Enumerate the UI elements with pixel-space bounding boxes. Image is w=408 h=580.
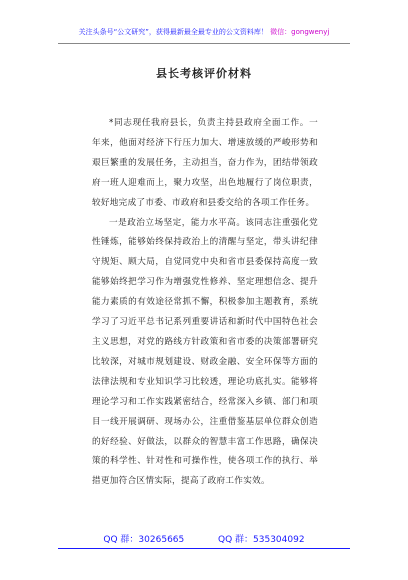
document-body: [92, 114, 318, 492]
footer-qq-groups: [0, 534, 408, 546]
document-title: 县长考核评价材料: [156, 67, 252, 80]
header-banner: [0, 27, 408, 37]
header-banner-text: 关注头条号“公文研究”，获得最新最全最专业的公文资料库！: [78, 28, 268, 36]
header-wechat-id: 微信：gongwenyj: [270, 28, 330, 36]
footer-divider: [58, 548, 350, 549]
footer-qq-group-1: QQ 群：30265665: [103, 535, 185, 545]
footer-qq-group-2: QQ 群：535304092: [218, 535, 305, 545]
paragraph-political-stance: 一是政治立场坚定，能力水平高。该同志注重强化党性锤炼，能够始终保持政治上的清醒与坚定，带头讲纪律守规矩、顾大局，自觉同党中央和省市县委保持高度一致能够始终把学习作为增强党性修养、坚定理想信念、提升能力素质的有效途径常抓不懈，积极参加主题教育，系统学习了习近平总书记系列重要讲话和新时代中国特色社会主义思想，对党的路线方针政策和省市委的决策部署研究比较深，对城市规划建设、财政金融、安全环保等方面的法律法规和专业知识学习比较透，理论功底扎实。能够将理论学习和工作实践紧密结合，经常深入乡镇、部门和项目一线开展调研、现场办公，注重借鉴基层单位群众创造的好经验、好做法，以群众的智慧丰富工作思路，确保决策的科学性、针对性和可操作性，使各项工作的执行、举措更加符合区情实际，提高了政府工作实效。: [92, 217, 318, 487]
paragraph-intro: *同志现任我府县长，负责主持县政府全面工作。一年来，他面对经济下行压力加大、增速放缓的严峻形势和艰巨繁重的发展任务，主动担当，奋力作为，团结带领政府一班人迎难而上，聚力攻坚，出色地履行了岗位职责，较好地完成了市委、市政府和县委交给的各项工作任务。: [92, 118, 318, 208]
header-divider: [58, 43, 350, 44]
